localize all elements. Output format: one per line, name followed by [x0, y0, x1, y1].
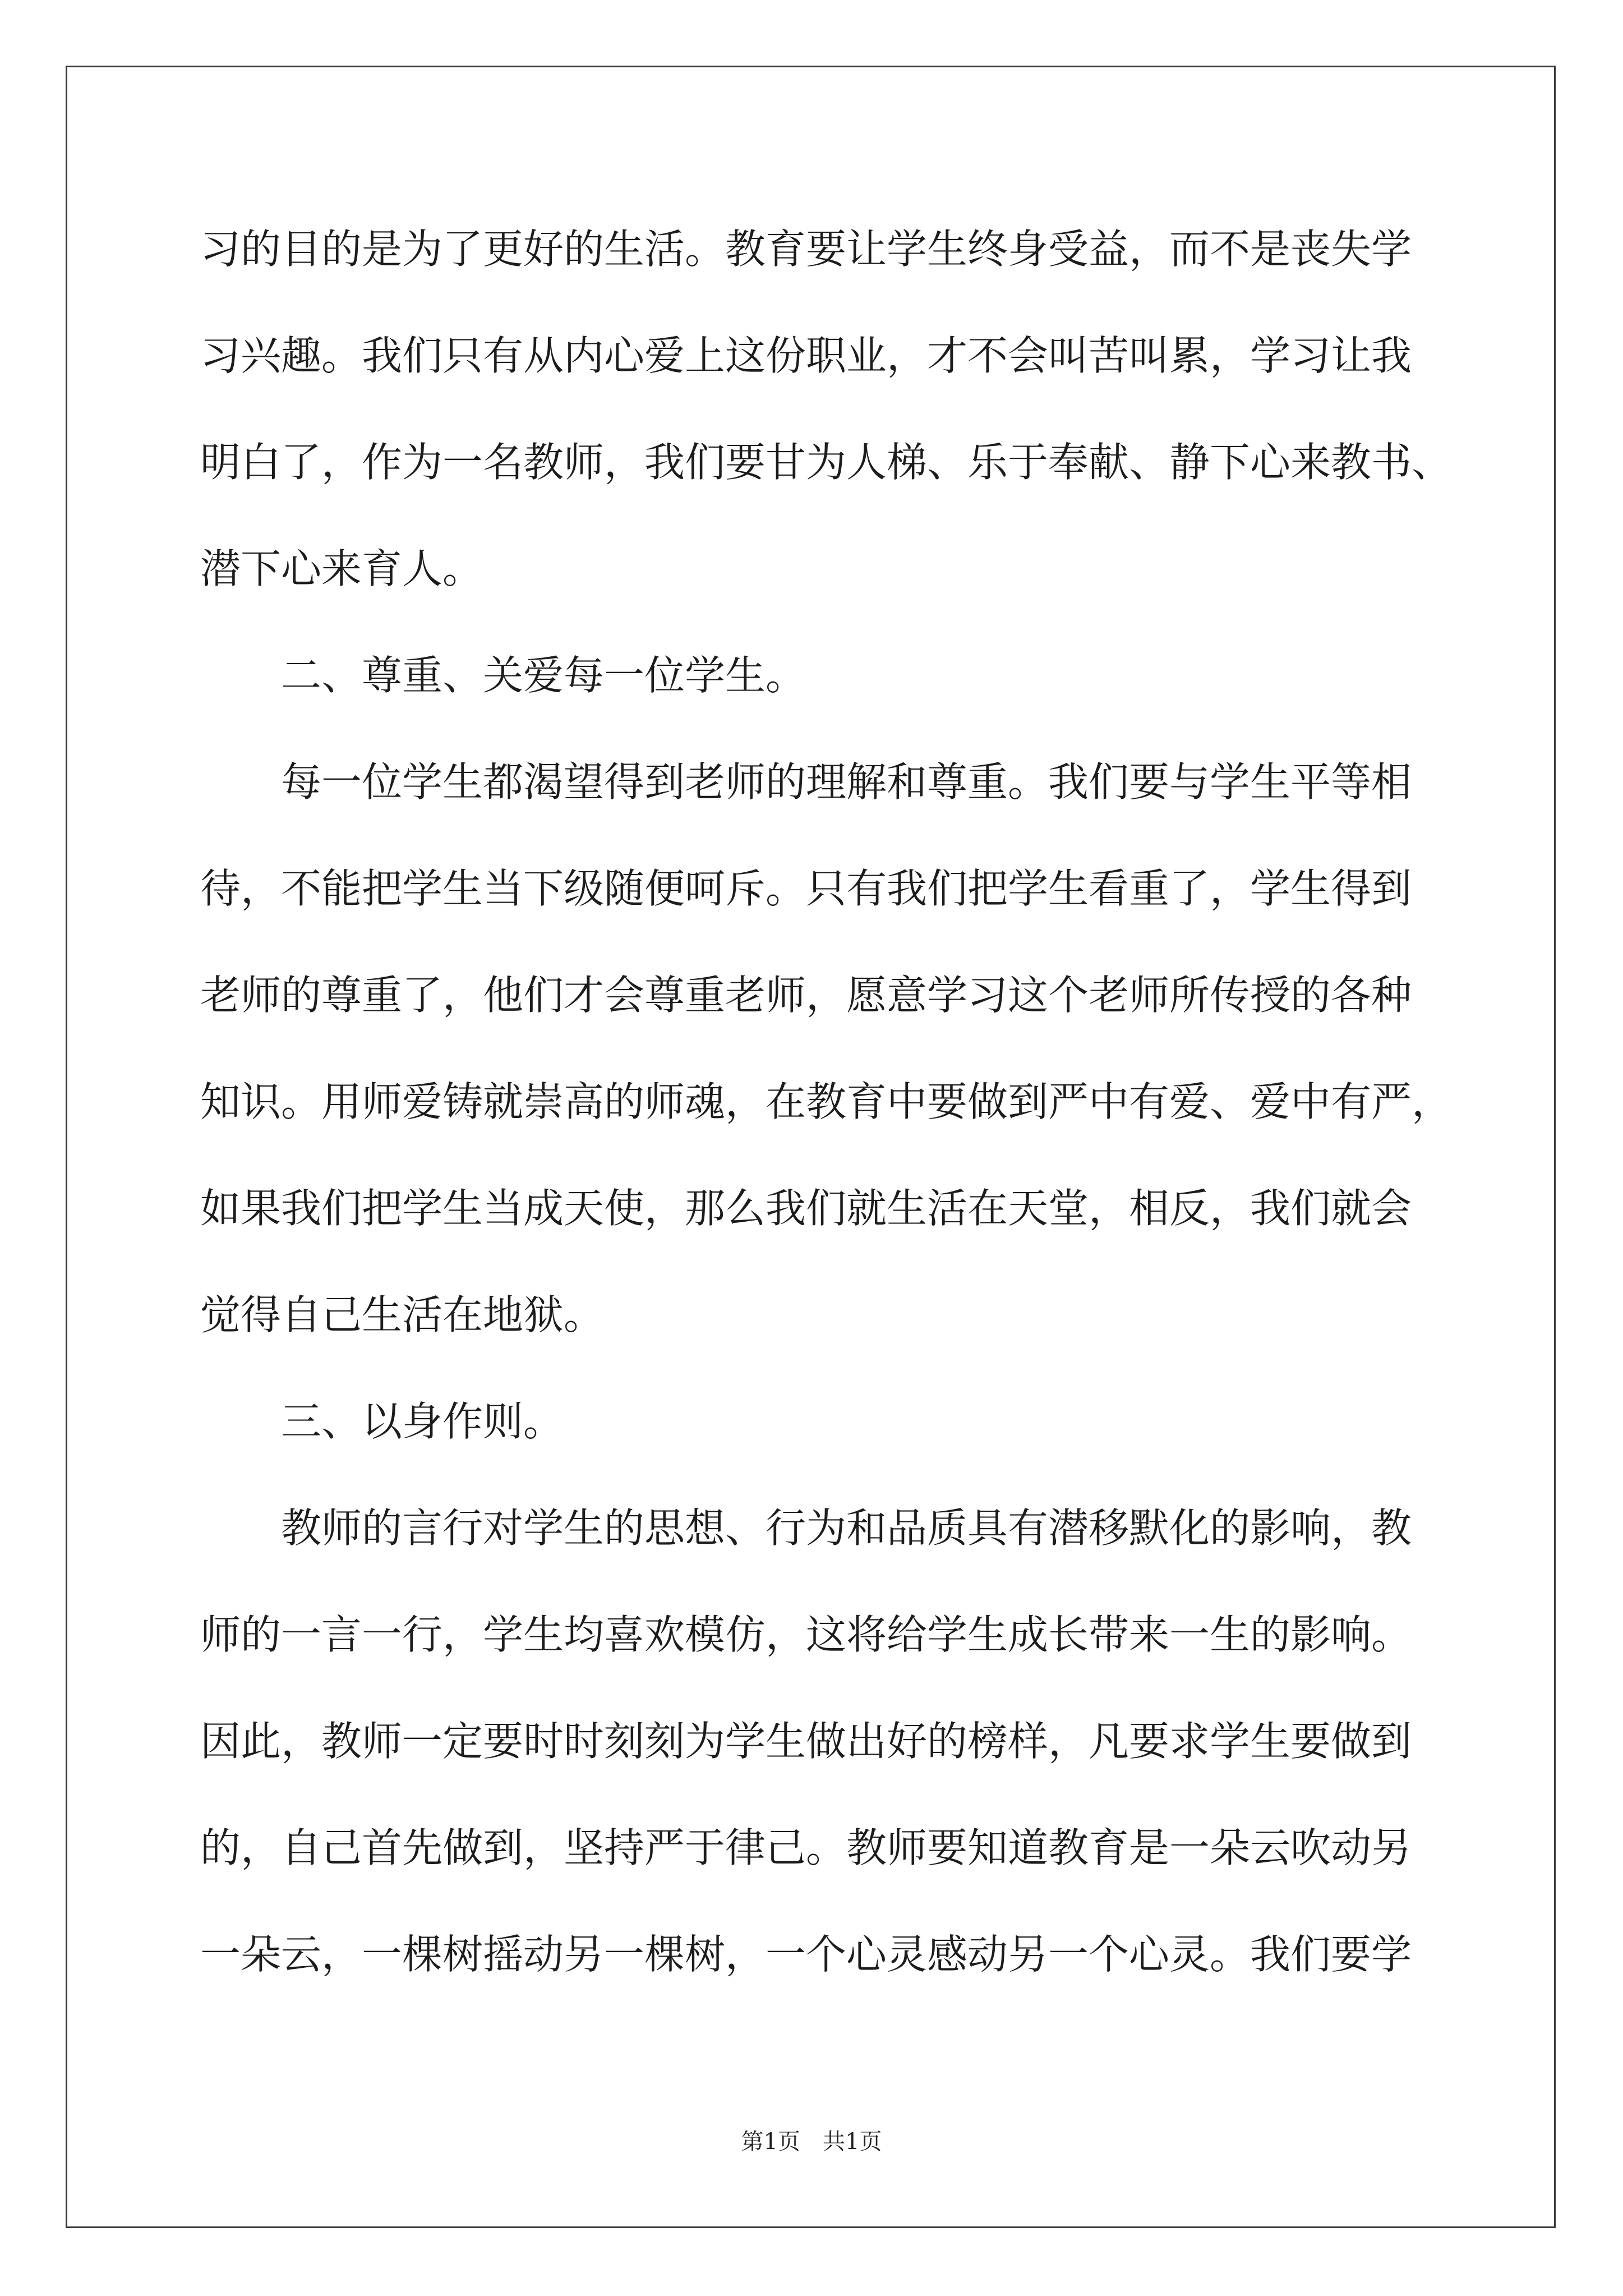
section-heading: [200, 622, 1535, 729]
section-heading-text: 三、以身作则。: [281, 1398, 564, 1445]
text-line: 潜下心来育人。: [200, 545, 483, 592]
text-line: 知识。用师爱铸就崇高的师魂，在教育中要做到严中有爱、爱中有严，: [200, 1078, 1453, 1125]
page-footer: 第1页 共1页: [741, 2129, 882, 2155]
paragraph: [200, 196, 1535, 622]
text-line: 习兴趣。我们只有从内心爱上这份职业，才不会叫苦叫累，学习让我: [200, 332, 1412, 379]
section-heading-text: 二、尊重、关爱每一位学生。: [281, 652, 806, 699]
text-line: 习的目的是为了更好的生活。教育要让学生终身受益，而不是丧失学: [200, 226, 1412, 273]
text-line: 每一位学生都渴望得到老师的理解和尊重。我们要与学生平等相: [281, 758, 1412, 806]
text-line: 觉得自己生活在地狱。: [200, 1291, 605, 1338]
text-line: 如果我们把学生当成天使，那么我们就生活在天堂，相反，我们就会: [200, 1185, 1412, 1232]
text-line: 因此，教师一定要时时刻刻为学生做出好的榜样，凡要求学生要做到: [200, 1718, 1412, 1765]
text-line: 老师的尊重了，他们才会尊重老师，愿意学习这个老师所传授的各种: [200, 972, 1412, 1019]
text-line: 待，不能把学生当下级随便呵斥。只有我们把学生看重了，学生得到: [200, 865, 1412, 912]
document-body: [200, 196, 1535, 2008]
section-heading: [200, 1368, 1535, 1475]
text-line: 师的一言一行，学生均喜欢模仿，这将给学生成长带来一生的影响。: [200, 1611, 1412, 1658]
paragraph: [200, 729, 1535, 1368]
text-line: 教师的言行对学生的思想、行为和品质具有潜移默化的影响，教: [281, 1504, 1412, 1552]
text-line: 一朵云，一棵树摇动另一棵树，一个心灵感动另一个心灵。我们要学: [200, 1931, 1412, 1978]
text-line: 明白了，作为一名教师，我们要甘为人梯、乐于奉献、静下心来教书、: [200, 439, 1453, 486]
paragraph: [200, 1475, 1535, 2008]
text-line: 的，自己首先做到，坚持严于律己。教师要知道教育是一朵云吹动另: [200, 1824, 1412, 1871]
